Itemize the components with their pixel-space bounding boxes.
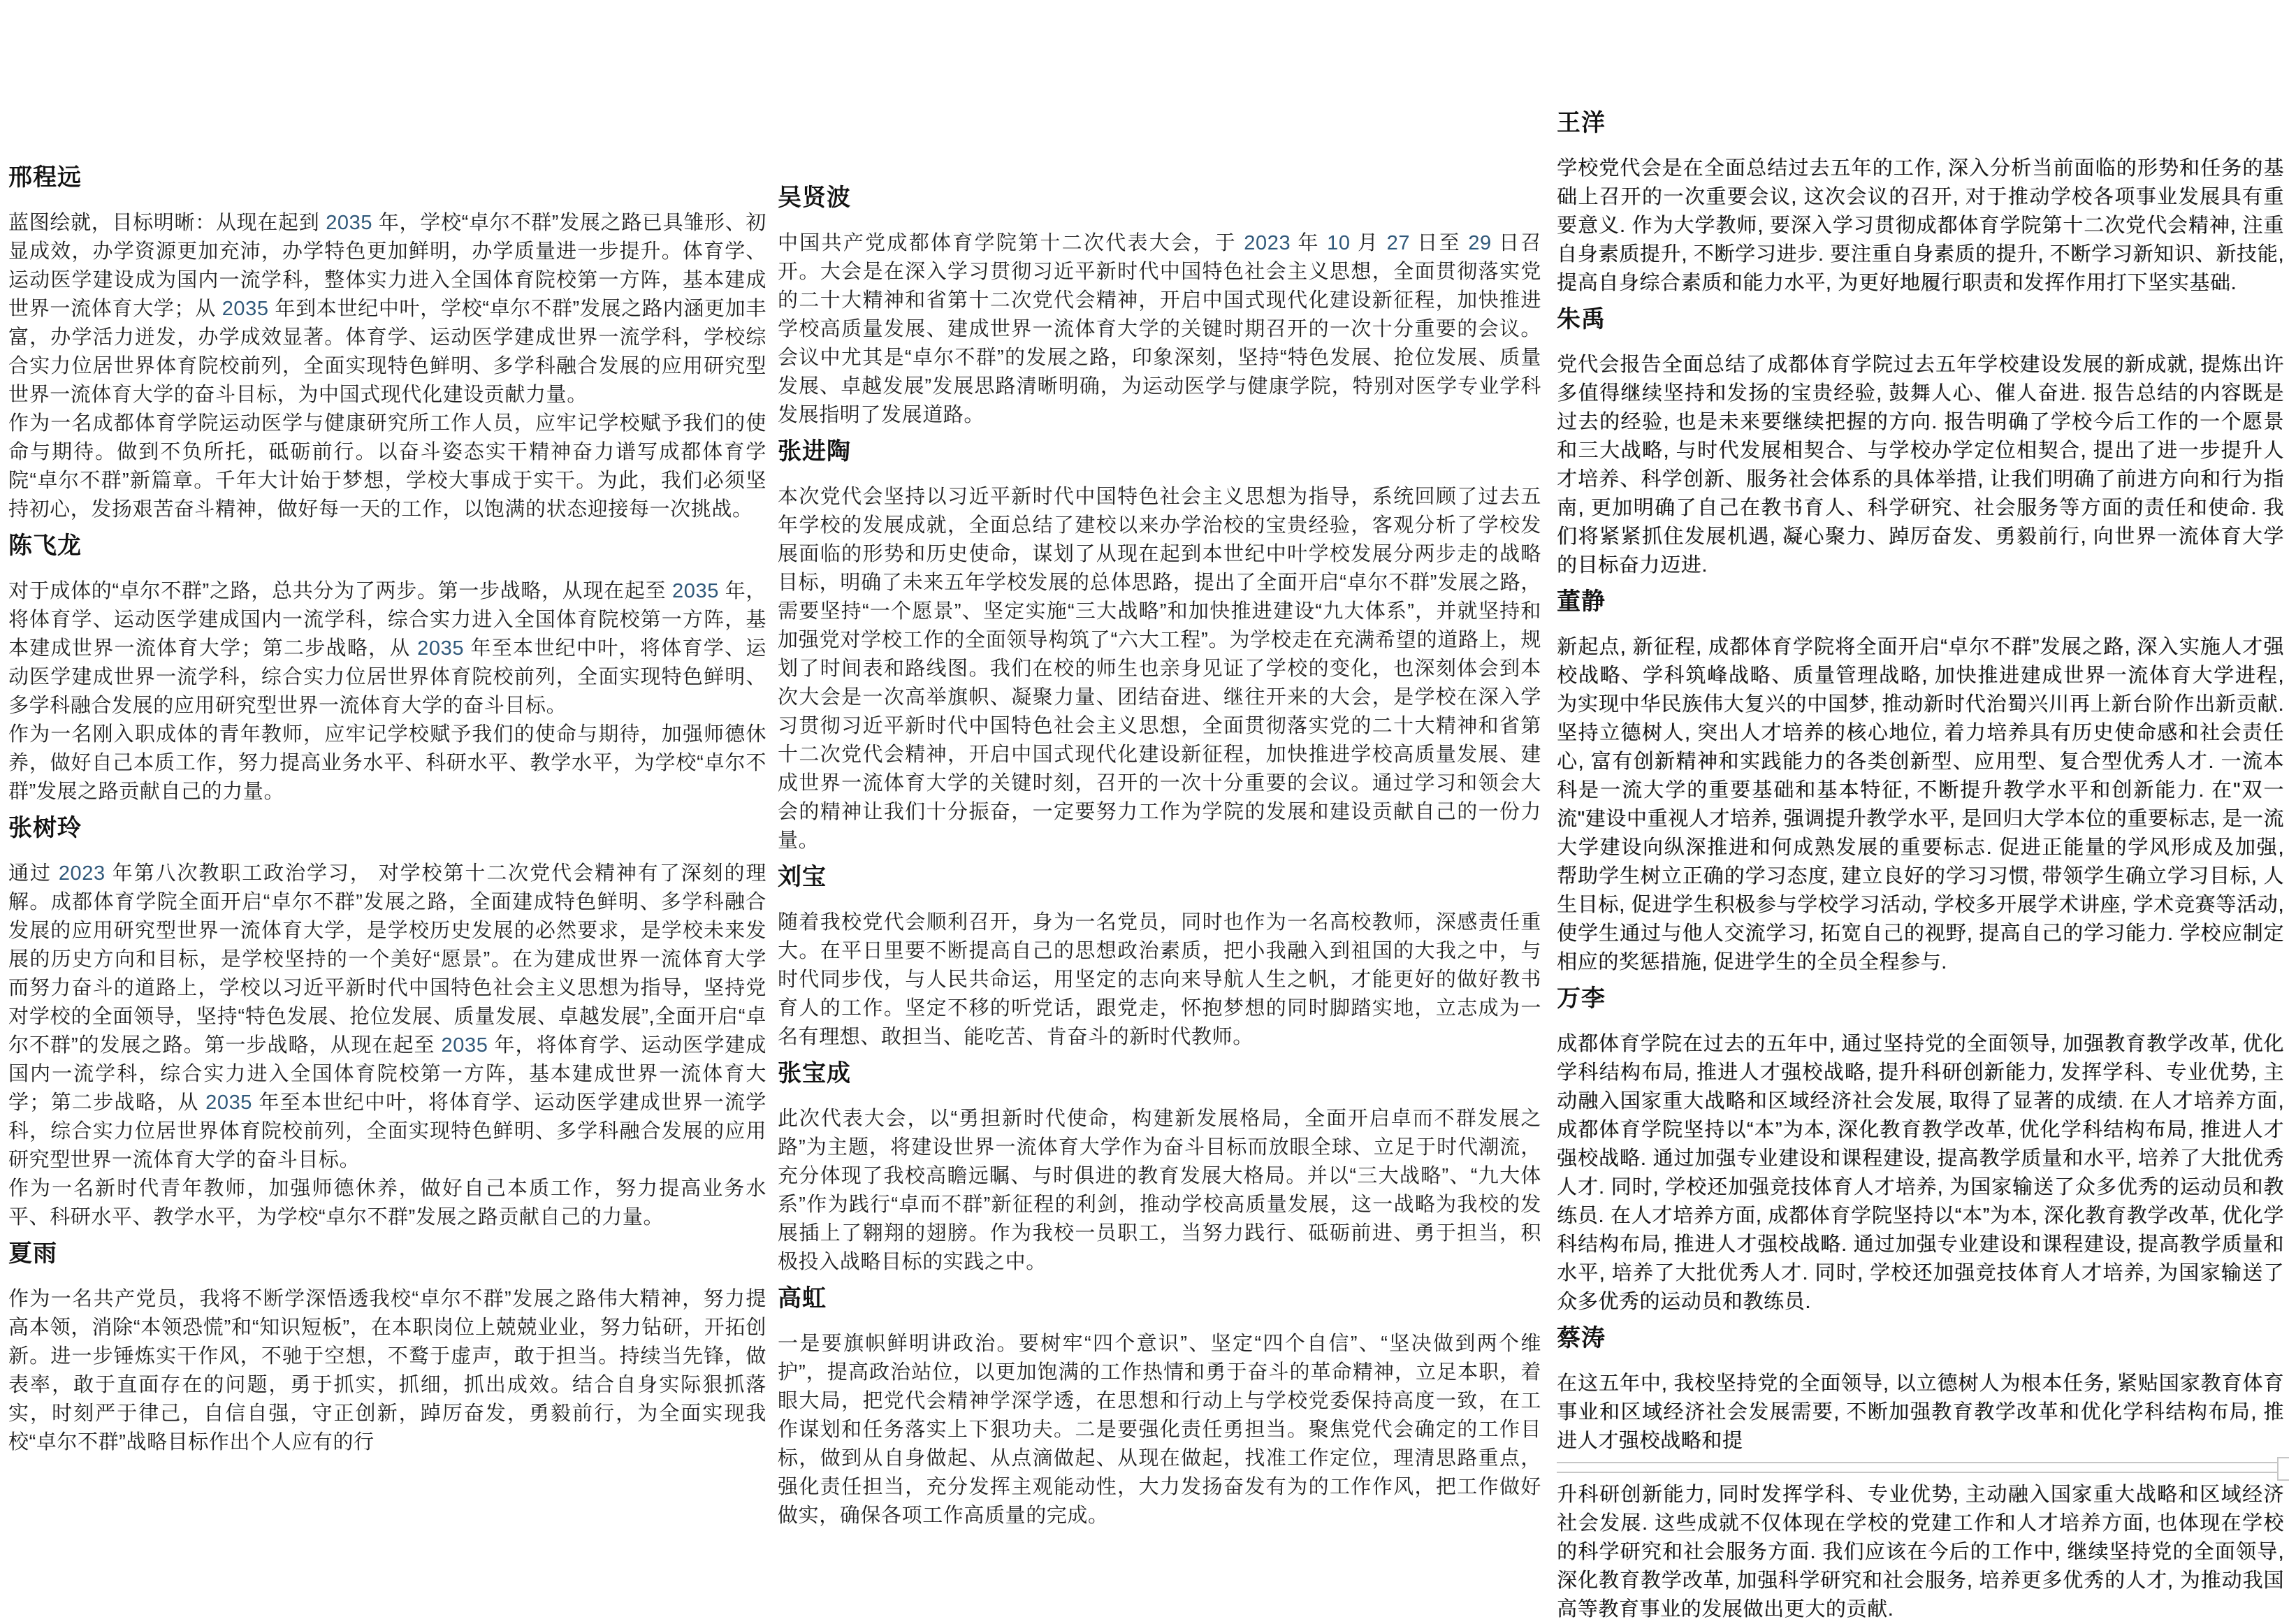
person-name-heading: 朱禹 bbox=[1557, 306, 1606, 333]
person-name-heading: 董静 bbox=[1557, 588, 1606, 615]
paragraph: 随着我校党代会顺利召开，身为一名党员，同时也作为一名高校教师，深感责任重大。在平日里要不断提高自己的思想政治素质，把小我融入到祖国的大我之中，与时代同步伐，与人民共命运，用坚定的志向来导航人生之帆，才能更好的做好教书育人的工作。坚定不移的听党话，跟党走，怀抱梦想的同时脚踏实地，立志成为一名有理想、敢担当、能吃苦、肯奋斗的新时代教师。 bbox=[778, 911, 1541, 1048]
text-column-3 bbox=[1557, 108, 2284, 1624]
section-zhang-jintao bbox=[778, 437, 1541, 855]
person-name-heading: 邢程远 bbox=[8, 164, 82, 191]
paragraph: 党代会报告全面总结了成都体育学院过去五年学校建设发展的新成就, 提炼出许多值得继续坚持和发扬的宝贵经验, 鼓舞人心、催人奋进. 报告总结的内容既是过去的经验, 也是未来要继续把握的方向. 报告明确了学校今后工作的一个愿景和三大战略, 与时代发展相契合、与学校办学定位相契合, 提出了进一步提升人才培养、科学创新、服务社会体系的具体举措, 让我们明确了前进方向和行为指南, 更加明确了自己在教书育人、科学研究、社会服务等方面的责任和使命. 我们将紧紧抓住发展机遇, 凝心聚力、踔厉奋发、勇毅前行, 向世界一流体育大学的目标奋力迈进. bbox=[1557, 354, 2284, 577]
text-column-2 bbox=[778, 183, 1541, 1530]
person-name-heading: 张宝成 bbox=[778, 1060, 851, 1087]
section-wang-yang bbox=[1557, 108, 2284, 298]
text-column-1 bbox=[8, 163, 766, 1457]
page-corner-notch bbox=[2277, 1457, 2289, 1481]
section-dong-jing bbox=[1557, 587, 2284, 977]
paragraph: 此次代表大会，以“勇担新时代使命，构建新发展格局，全面开启卓而不群发展之路”为主题，将建设世界一流体育大学作为奋斗目标而放眼全球、立足于时代潮流，充分体现了我校高瞻远瞩、与时俱进的教育发展大格局。并以“三大战略”、“九大体系”作为践行“卓而不群”新征程的利剑，推动学校高质量发展，这一战略为我校的发展插上了翱翔的翅膀。作为我校一员职工，当努力践行、砥砺前进、勇于担当，积极投入战略目标的实践之中。 bbox=[778, 1108, 1541, 1273]
person-name-heading: 王洋 bbox=[1557, 110, 1606, 136]
section-chen-feilong bbox=[8, 531, 766, 806]
person-name-heading: 吴贤波 bbox=[778, 184, 851, 211]
paragraph: 作为一名共产党员，我将不断学深悟透我校“卓尔不群”发展之路伟大精神，努力提高本领，消除“本领恐慌”和“知识短板”，在本职岗位上兢兢业业，努力钻研，开拓创新。进一步锤炼实干作风，不驰于空想，不鹜于虚声，敢于担当。持续当先锋，做表率，敢于直面存在的问题，勇于抓实，抓细，抓出成效。结合自身实际狠抓落实，时刻严于律己，自信自强，守正创新，踔厉奋发，勇毅前行，为全面实现我校“卓尔不群”战略目标作出个人应有的行 bbox=[8, 1288, 767, 1453]
paragraph: 新起点, 新征程, 成都体育学院将全面开启“卓尔不群”发展之路, 深入实施人才强校战略、学科筑峰战略、质量管理战略, 加快推进建成世界一流体育大学进程, 为实现中华民族伟大复兴的中国梦, 推动新时代治蜀兴川再上新台阶作出新贡献. 坚持立德树人, 突出人才培养的核心地位, 着力培养具有历史使命感和社会责任心, 富有创新精神和实践能力的各类创新型、应用型、复合型优秀人才. 一流本科是一流大学的重要基础和基本特征, 不断提升教学水平和创新能力. 在"双一流"建设中重视人才培养, 强调提升教学水平, 是回归大学本位的重要标志, 是一流大学建设向纵深推进和何成熟发展的重要标志. 促进正能量的学风形成及加强, 帮助学生树立正确的学习态度, 建立良好的学习习惯, 带领学生确立学习目标, 人生目标, 促进学生积极参与学校学习活动, 学校多开展学术讲座, 学术竞赛等活动, 使学生通过与他人交流学习, 拓宽自己的视野, 提高自己的学习能力. 学校应制定相应的奖惩措施, 促进学生的全员全程参与. bbox=[1557, 636, 2284, 973]
section-liu-bao bbox=[778, 862, 1541, 1052]
paragraph: 作为一名刚入职成体的青年教师，应牢记学校赋予我们的使命与期待，加强师德休养，做好自己本质工作，努力提高业务水平、科研水平、教学水平，为学校“卓尔不群”发展之路贡献自己的力量。 bbox=[8, 723, 766, 803]
page-break-gap bbox=[1557, 1462, 2289, 1473]
paragraph: 在这五年中, 我校坚持党的全面领导, 以立德树人为根本任务, 紧贴国家教育体育事业和区域经济社会发展需要, 不断加强教育教学改革和优化学科结构布局, 推进人才强校战略和提 bbox=[1557, 1372, 2284, 1452]
paragraph: 升科研创新能力, 同时发挥学科、专业优势, 主动融入国家重大战略和区域经济社会发展. 这些成就不仅体现在学校的党建工作和人才培养方面, 也体现在学校的科学研究和社会服务方面. 我们应该在今后的工作中, 继续坚持党的全面领导, 深化教育教学改革, 加强科学研究和社会服务, 培养更多优秀的人才, 为推动我国高等教育事业的发展做出更大的贡献. bbox=[1557, 1484, 2284, 1621]
person-name-heading: 万李 bbox=[1557, 985, 1606, 1012]
paragraph: 一是要旗帜鲜明讲政治。要树牢“四个意识”、坚定“四个自信”、“坚决做到两个维护”，提高政治站位，以更加饱满的工作热情和勇于奋斗的革命精神，立足本职，着眼大局，把党代会精神学深学透，在思想和行动上与学校党委保持高度一致，在工作谋划和任务落实上下狠功夫。二是要强化责任勇担当。聚焦党代会确定的工作目标，做到从自身做起、从点滴做起、从现在做起，找准工作定位，理清思路重点，强化责任担当，充分发挥主观能动性，大力发扬奋发有为的工作作风，把工作做好做实，确保各项工作高质量的完成。 bbox=[778, 1333, 1541, 1527]
person-name-heading: 蔡涛 bbox=[1557, 1325, 1606, 1351]
person-name-heading: 张树玲 bbox=[8, 815, 82, 841]
section-xing-chengyuan bbox=[8, 163, 766, 524]
paragraph: 蓝图绘就，目标明晰：从现在起到 2035 年，学校“卓尔不群”发展之路已具雏形、初显成效，办学资源更加充沛，办学特色更加鲜明，办学质量进一步提升。体育学、运动医学建设成为国内一流学科，整体实力进入全国体育院校第一方阵，基本建成世界一流体育大学；从 2035 年到本世纪中叶，学校“卓尔不群”发展之路内涵更加丰富，办学活力迸发，办学成效显著。体育学、运动医学建成世界一流学科，学校综合实力位居世界体育院校前列，全面实现特色鲜明、多学科融合发展的应用研究型世界一流体育大学的奋斗目标，为中国式现代化建设贡献力量。 bbox=[8, 212, 766, 406]
section-zhang-baocheng bbox=[778, 1059, 1541, 1277]
paragraph: 作为一名成都体育学院运动医学与健康研究所工作人员，应牢记学校赋予我们的使命与期待。做到不负所托，砥砺前行。以奋斗姿态实干精神奋力谱写成都体育学院“卓尔不群”新篇章。千年大计始于梦想，学校大事成于实干。为此，我们必须坚持初心，发扬艰苦奋斗精神，做好每一天的工作，以饱满的状态迎接每一次挑战。 bbox=[8, 412, 766, 521]
paragraph: 本次党代会坚持以习近平新时代中国特色社会主义思想为指导，系统回顾了过去五年学校的发展成就，全面总结了建校以来办学治校的宝贵经验，客观分析了学校发展面临的形势和历史使命，谋划了从现在起到本世纪中叶学校发展分两步走的战略目标，明确了未来五年学校发展的总体思路，提出了全面开启“卓尔不群”发展之路，需要坚持“一个愿景”、坚定实施“三大战略”和加快推进建设“九大体系”，并就坚持和加强党对学校工作的全面领导构筑了“六大工程”。为学校走在充满希望的道路上，规划了时间表和路线图。我们在校的师生也亲身见证了学校的变化，也深刻体会到本次大会是一次高举旗帜、凝聚力量、团结奋进、继往开来的大会，是学校在深入学习贯彻习近平新时代中国特色社会主义思想，全面贯彻落实党的二十大精神和省第十二次党代会精神，开启中国式现代化建设新征程，加快推进学校高质量发展、建成世界一流体育大学的关键时刻，召开的一次十分重要的会议。通过学习和领会大会的精神让我们十分振奋，一定要努力工作为学院的发展和建设贡献自己的一份力量。 bbox=[778, 486, 1541, 852]
person-name-heading: 夏雨 bbox=[8, 1240, 57, 1267]
section-cai-tao bbox=[1557, 1324, 2284, 1624]
person-name-heading: 高虹 bbox=[778, 1285, 827, 1312]
person-name-heading: 张进陶 bbox=[778, 438, 851, 465]
section-gao-hong bbox=[778, 1284, 1541, 1530]
paragraph: 中国共产党成都体育学院第十二次代表大会，于 2023 年 10 月 27 日至 29 日召开。大会是在深入学习贯彻习近平新时代中国特色社会主义思想，全面贯彻落实党的二十大精神和省第十二次党代会精神，开启中国式现代化建设新征程，加快推进学校高质量发展、建成世界一流体育大学的关键时期召开的一次十分重要的会议。会议中尤其是“卓尔不群”的发展之路，印象深刻，坚持“特色发展、抢位发展、质量发展、卓越发展”发展思路清晰明确，为运动医学与健康学院，特别对医学专业学科发展指明了发展道路。 bbox=[778, 232, 1542, 426]
person-name-heading: 陈飞龙 bbox=[8, 532, 82, 559]
paragraph: 对于成体的“卓尔不群”之路，总共分为了两步。第一步战略，从现在起至 2035 年，将体育学、运动医学建成国内一流学科，综合实力进入全国体育院校第一方阵，基本建成世界一流体育大学；第二步战略，从 2035 年至本世纪中叶，将体育学、运动医学建成世界一流学科，综合实力位居世界体育院校前列，全面实现特色鲜明、多学科融合发展的应用研究型世界一流体育大学的奋斗目标。 bbox=[8, 580, 767, 717]
paragraph: 成都体育学院在过去的五年中, 通过坚持党的全面领导, 加强教育教学改革, 优化学科结构布局, 推进人才强校战略, 提升科研创新能力, 发挥学科、专业优势, 主动融入国家重大战略和区域经济社会发展, 取得了显著的成绩. 在人才培养方面, 成都体育学院坚持以“本”为本, 深化教育教学改革, 优化学科结构布局, 推进人才强校战略. 通过加强专业建设和课程建设, 提高教学质量和水平, 培养了大批优秀人才. 同时, 学校还加强竞技体育人才培养, 为国家输送了众多优秀的运动员和教练员. 在人才培养方面, 成都体育学院坚持以“本”为本, 深化教育教学改革, 优化学科结构布局, 推进人才强校战略. 通过加强专业建设和课程建设, 提高教学质量和水平, 培养了大批优秀人才. 同时, 学校还加强竞技体育人才培养, 为国家输送了众多优秀的运动员和教练员. bbox=[1557, 1033, 2284, 1313]
section-wu-xianbo bbox=[778, 183, 1541, 430]
paragraph: 学校党代会是在全面总结过去五年的工作, 深入分析当前面临的形势和任务的基础上召开的一次重要会议, 这次会议的召开, 对于推动学校各项事业发展具有重要意义. 作为大学教师, 要深入学习贯彻成都体育学院第十二次党代会精神, 注重自身素质提升, 不断学习进步. 要注重自身素质的提升, 不断学习新知识、新技能, 提高自身综合素质和能力水平, 为更好地履行职责和发挥作用打下坚实基础. bbox=[1557, 157, 2284, 294]
section-wan-li bbox=[1557, 984, 2284, 1317]
paragraph: 通过 2023 年第八次教职工政治学习， 对学校第十二次党代会精神有了深刻的理解。成都体育学院全面开启“卓尔不群”发展之路，全面建成特色鲜明、多学科融合发展的应用研究型世界一流体育大学，是学校历史发展的必然要求，是学校未来发展的历史方向和目标，是学校坚持的一个美好“愿景”。在为建成世界一流体育大学而努力奋斗的道路上，学校以习近平新时代中国特色社会主义思想为指导，坚持党对学校的全面领导，坚持“特色发展、抢位发展、质量发展、卓越发展”,全面开启“卓尔不群”的发展之路。第一步战略，从现在起至 2035 年，将体育学、运动医学建成国内一流学科，综合实力进入全国体育院校第一方阵，基本建成世界一流体育大学；第二步战略，从 2035 年至本世纪中叶，将体育学、运动医学建成世界一流学科，综合实力位居世界体育院校前列，全面实现特色鲜明、多学科融合发展的应用研究型世界一流体育大学的奋斗目标。 bbox=[8, 862, 767, 1171]
person-name-heading: 刘宝 bbox=[778, 864, 827, 890]
section-zhu-yu bbox=[1557, 305, 2284, 580]
section-zhang-shuling bbox=[8, 813, 766, 1232]
paragraph: 作为一名新时代青年教师，加强师德休养，做好自己本质工作，努力提高业务水平、科研水平、教学水平，为学校“卓尔不群”发展之路贡献自己的力量。 bbox=[8, 1177, 766, 1228]
section-xia-yu bbox=[8, 1239, 766, 1457]
